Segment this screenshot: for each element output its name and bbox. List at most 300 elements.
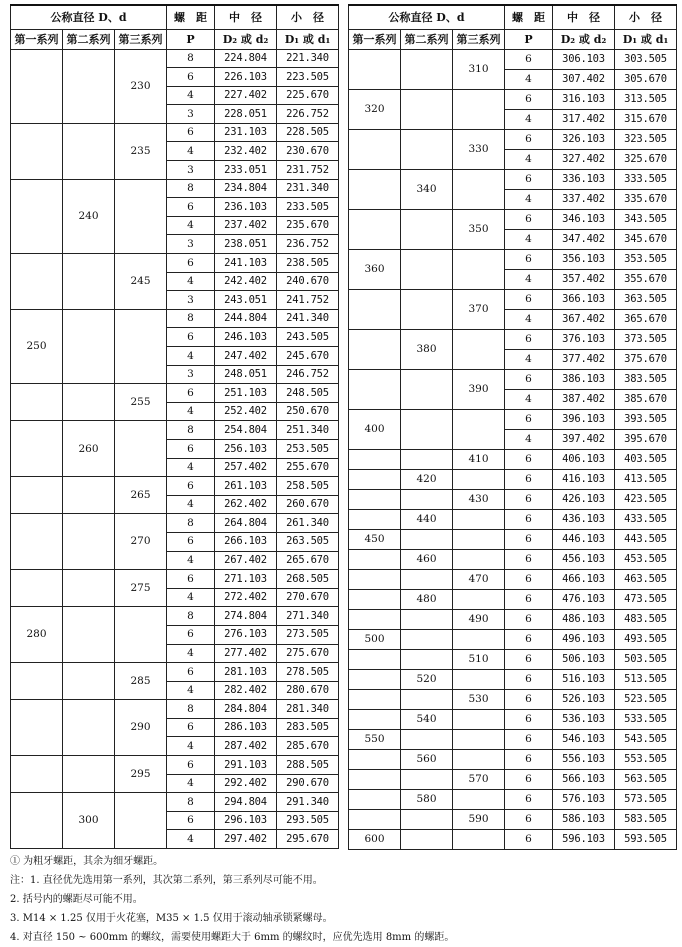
series3-empty xyxy=(453,509,505,529)
mid-diameter-value: 237.402 xyxy=(215,216,277,235)
table-row xyxy=(11,421,339,440)
mid-diameter-value: 566.103 xyxy=(553,769,615,789)
pitch-value: 6 xyxy=(505,809,553,829)
series3-empty xyxy=(115,793,167,849)
minor-diameter-value: 343.505 xyxy=(615,209,677,229)
series2-empty xyxy=(401,649,453,669)
series3-empty xyxy=(453,469,505,489)
series1-empty xyxy=(349,329,401,369)
series2-empty xyxy=(401,689,453,709)
mid-diameter-value: 516.103 xyxy=(553,669,615,689)
minor-diameter-value: 443.505 xyxy=(615,529,677,549)
pitch-header: 螺 距 xyxy=(167,5,215,29)
table-row xyxy=(349,789,677,809)
minor-diameter-value: 433.505 xyxy=(615,509,677,529)
series1-empty xyxy=(11,663,63,700)
minor-diameter-value: 313.505 xyxy=(615,89,677,109)
pitch-value: 6 xyxy=(505,369,553,389)
minor-diameter-value: 251.340 xyxy=(277,421,339,440)
pitch-value: 6 xyxy=(505,209,553,229)
pitch-value: 6 xyxy=(505,789,553,809)
pitch-value: 6 xyxy=(167,663,215,682)
minor-diameter-value: 323.505 xyxy=(615,129,677,149)
table-row xyxy=(11,700,339,719)
pitch-value: 6 xyxy=(505,449,553,469)
minor-diameter-value: 248.505 xyxy=(277,384,339,403)
mid-diameter-value: 486.103 xyxy=(553,609,615,629)
mid-diameter-value: 336.103 xyxy=(553,169,615,189)
series2-diameter: 460 xyxy=(401,549,453,569)
series1-empty xyxy=(11,179,63,253)
minor-diameter-value: 383.505 xyxy=(615,369,677,389)
mid-diameter-value: 243.051 xyxy=(215,291,277,310)
minor-diameter-value: 281.340 xyxy=(277,700,339,719)
mid-diameter-value: 291.103 xyxy=(215,756,277,775)
mid-diameter-value: 446.103 xyxy=(553,529,615,549)
series2-empty xyxy=(63,254,115,310)
series2-header: 第二系列 xyxy=(63,29,115,49)
minor-diameter-value: 235.670 xyxy=(277,216,339,235)
table-row xyxy=(349,629,677,649)
series1-empty xyxy=(349,209,401,249)
series2-empty xyxy=(401,369,453,409)
table-row xyxy=(349,689,677,709)
mid-diameter-value: 292.402 xyxy=(215,774,277,793)
table-row xyxy=(11,254,339,273)
pitch-value: 3 xyxy=(167,291,215,310)
minor-diameter-value: 533.505 xyxy=(615,709,677,729)
series2-empty xyxy=(401,569,453,589)
series3-diameter: 275 xyxy=(115,570,167,607)
series3-diameter: 570 xyxy=(453,769,505,789)
footnote-1: ① 为粗牙螺距，其余为细牙螺距。 xyxy=(10,856,164,867)
mid-diameter-value: 326.103 xyxy=(553,129,615,149)
mid-diameter-value: 277.402 xyxy=(215,644,277,663)
minor-diameter-value: 253.505 xyxy=(277,439,339,458)
minor-diameter-value: 261.340 xyxy=(277,514,339,533)
table-row xyxy=(349,549,677,569)
pitch-value: 6 xyxy=(505,329,553,349)
mid-diameter-value: 236.103 xyxy=(215,198,277,217)
series1-empty xyxy=(349,489,401,509)
minor-diameter-value: 280.670 xyxy=(277,681,339,700)
mid-diameter-value: 406.103 xyxy=(553,449,615,469)
series2-empty xyxy=(63,607,115,663)
series2-diameter: 300 xyxy=(63,793,115,849)
mid-diameter-value: 233.051 xyxy=(215,161,277,180)
series1-empty xyxy=(349,549,401,569)
series1-empty xyxy=(349,369,401,409)
minor-diameter-value: 270.670 xyxy=(277,588,339,607)
minor-diameter-value: 473.505 xyxy=(615,589,677,609)
series3-empty xyxy=(453,669,505,689)
series2-empty xyxy=(401,809,453,829)
table-row xyxy=(349,829,677,849)
pitch-value: 4 xyxy=(167,644,215,663)
table-row xyxy=(349,669,677,689)
series2-empty xyxy=(63,384,115,421)
series3-empty xyxy=(115,179,167,253)
table-row xyxy=(349,49,677,69)
mid-diameter-value: 476.103 xyxy=(553,589,615,609)
pitch-value: 3 xyxy=(167,365,215,384)
series2-diameter: 340 xyxy=(401,169,453,209)
minor-diameter-value: 265.670 xyxy=(277,551,339,570)
pitch-value: 8 xyxy=(167,49,215,68)
pitch-value: 6 xyxy=(167,532,215,551)
minor-diameter-value: 523.505 xyxy=(615,689,677,709)
pitch-value: 6 xyxy=(505,409,553,429)
mid-diameter-value: 506.103 xyxy=(553,649,615,669)
mid-diameter-value: 244.804 xyxy=(215,309,277,328)
minor-diameter-value: 513.505 xyxy=(615,669,677,689)
mid-diameter-value: 456.103 xyxy=(553,549,615,569)
series3-diameter: 270 xyxy=(115,514,167,570)
series1-diameter: 450 xyxy=(349,529,401,549)
pitch-value: 6 xyxy=(505,769,553,789)
pitch-value: 8 xyxy=(167,421,215,440)
table-row xyxy=(349,609,677,629)
minor-diameter-value: 231.752 xyxy=(277,161,339,180)
mid-diameter-value: 234.804 xyxy=(215,179,277,198)
series1-empty xyxy=(349,169,401,209)
table-row xyxy=(349,729,677,749)
mid-diameter-value: 251.103 xyxy=(215,384,277,403)
series2-diameter: 380 xyxy=(401,329,453,369)
minor-diameter-value: 288.505 xyxy=(277,756,339,775)
mid-diameter-value: 238.051 xyxy=(215,235,277,254)
table-row xyxy=(349,709,677,729)
series3-empty xyxy=(453,249,505,289)
series2-diameter: 540 xyxy=(401,709,453,729)
table-row xyxy=(349,449,677,469)
series1-empty xyxy=(349,609,401,629)
mid-diameter-value: 377.402 xyxy=(553,349,615,369)
series1-empty xyxy=(349,569,401,589)
pitch-value: 6 xyxy=(505,469,553,489)
pitch-value: 6 xyxy=(167,625,215,644)
table-row xyxy=(349,169,677,189)
pitch-value: 4 xyxy=(167,737,215,756)
mid-diameter-value: 261.103 xyxy=(215,477,277,496)
series3-empty xyxy=(453,329,505,369)
table-row xyxy=(349,289,677,309)
minor-diameter-value: 268.505 xyxy=(277,570,339,589)
table-row xyxy=(349,809,677,829)
pitch-value: 6 xyxy=(505,289,553,309)
minor-diameter-value: 226.752 xyxy=(277,105,339,124)
series1-empty xyxy=(11,123,63,179)
table-row xyxy=(11,384,339,403)
mid-diameter-value: 286.103 xyxy=(215,718,277,737)
pitch-value: 6 xyxy=(505,829,553,849)
table-row xyxy=(11,756,339,775)
mid-diameter-value: 327.402 xyxy=(553,149,615,169)
pitch-value: 4 xyxy=(167,495,215,514)
minor-diameter-value: 305.670 xyxy=(615,69,677,89)
series2-empty xyxy=(401,729,453,749)
mid-diameter-value: 287.402 xyxy=(215,737,277,756)
table-row xyxy=(349,569,677,589)
table-row xyxy=(349,329,677,349)
mid-diameter-value: 281.103 xyxy=(215,663,277,682)
mid-diameter-symbol: D₂ 或 d₂ xyxy=(215,29,277,49)
minor-diameter-value: 246.752 xyxy=(277,365,339,384)
minor-diameter-value: 291.340 xyxy=(277,793,339,812)
series1-diameter: 500 xyxy=(349,629,401,649)
pitch-value: 4 xyxy=(167,347,215,366)
pitch-value: 6 xyxy=(167,756,215,775)
pitch-value: 6 xyxy=(505,669,553,689)
pitch-value: 6 xyxy=(167,384,215,403)
series3-empty xyxy=(453,529,505,549)
series1-empty xyxy=(349,769,401,789)
series2-empty xyxy=(401,89,453,129)
minor-diameter-value: 373.505 xyxy=(615,329,677,349)
table-row xyxy=(11,123,339,142)
pitch-value: 6 xyxy=(505,169,553,189)
mid-diameter-value: 264.804 xyxy=(215,514,277,533)
mid-diameter-value: 257.402 xyxy=(215,458,277,477)
series1-empty xyxy=(11,384,63,421)
series2-empty xyxy=(401,609,453,629)
minor-diameter-value: 233.505 xyxy=(277,198,339,217)
minor-diameter-value: 243.505 xyxy=(277,328,339,347)
mid-diameter-value: 241.103 xyxy=(215,254,277,273)
minor-diameter-value: 240.670 xyxy=(277,272,339,291)
mid-diameter-value: 306.103 xyxy=(553,49,615,69)
series2-diameter: 520 xyxy=(401,669,453,689)
series1-diameter: 280 xyxy=(11,607,63,663)
pitch-value: 4 xyxy=(167,402,215,421)
minor-diameter-value: 355.670 xyxy=(615,269,677,289)
thread-table-right xyxy=(348,4,677,850)
series2-empty xyxy=(401,129,453,169)
pitch-value: 4 xyxy=(505,389,553,409)
series3-empty xyxy=(453,409,505,449)
table-row xyxy=(349,769,677,789)
series3-empty xyxy=(453,829,505,849)
series2-empty xyxy=(401,409,453,449)
minor-diameter-value: 385.670 xyxy=(615,389,677,409)
pitch-value: 4 xyxy=(167,681,215,700)
series3-empty xyxy=(453,789,505,809)
pitch-value: 6 xyxy=(505,609,553,629)
series1-diameter: 360 xyxy=(349,249,401,289)
table-row xyxy=(11,179,339,198)
series1-empty xyxy=(349,789,401,809)
minor-diameter-value: 403.505 xyxy=(615,449,677,469)
minor-diameter-value: 375.670 xyxy=(615,349,677,369)
series3-diameter: 255 xyxy=(115,384,167,421)
table-row xyxy=(349,529,677,549)
pitch-value: 6 xyxy=(167,477,215,496)
mid-diameter-value: 276.103 xyxy=(215,625,277,644)
series2-empty xyxy=(401,629,453,649)
pitch-value: 6 xyxy=(167,439,215,458)
minor-diameter-value: 258.505 xyxy=(277,477,339,496)
table-row xyxy=(349,489,677,509)
mid-diameter-value: 231.103 xyxy=(215,123,277,142)
pitch-value: 6 xyxy=(505,49,553,69)
table-row xyxy=(349,589,677,609)
table-row xyxy=(349,129,677,149)
minor-diameter-value: 285.670 xyxy=(277,737,339,756)
minor-diameter-value: 463.505 xyxy=(615,569,677,589)
series1-empty xyxy=(349,809,401,829)
mid-diameter-value: 232.402 xyxy=(215,142,277,161)
table-row xyxy=(11,49,339,68)
mid-diameter-value: 436.103 xyxy=(553,509,615,529)
series2-empty xyxy=(63,49,115,123)
nominal-diameter-header: 公称直径 D、d xyxy=(349,5,505,29)
table-row xyxy=(349,209,677,229)
series2-diameter: 580 xyxy=(401,789,453,809)
minor-diameter-value: 241.752 xyxy=(277,291,339,310)
series1-empty xyxy=(349,689,401,709)
table-row xyxy=(11,514,339,533)
mid-diameter-value: 576.103 xyxy=(553,789,615,809)
mid-diameter-value: 536.103 xyxy=(553,709,615,729)
mid-diameter-value: 366.103 xyxy=(553,289,615,309)
series3-diameter: 285 xyxy=(115,663,167,700)
series3-diameter: 330 xyxy=(453,129,505,169)
minor-diameter-value: 293.505 xyxy=(277,811,339,830)
footnotes xyxy=(10,852,676,947)
series2-diameter: 240 xyxy=(63,179,115,253)
pitch-value: 6 xyxy=(167,718,215,737)
series1-empty xyxy=(349,129,401,169)
minor-diameter-value: 583.505 xyxy=(615,809,677,829)
mid-diameter-value: 246.103 xyxy=(215,328,277,347)
table-row xyxy=(349,749,677,769)
minor-diameter-value: 225.670 xyxy=(277,86,339,105)
series3-empty xyxy=(453,629,505,649)
minor-diameter-value: 278.505 xyxy=(277,663,339,682)
series3-diameter: 295 xyxy=(115,756,167,793)
pitch-value: 6 xyxy=(505,489,553,509)
series1-header: 第一系列 xyxy=(11,29,63,49)
minor-diameter-value: 273.505 xyxy=(277,625,339,644)
series1-empty xyxy=(11,477,63,514)
pitch-value: 6 xyxy=(167,68,215,87)
series1-empty xyxy=(349,709,401,729)
series3-diameter: 430 xyxy=(453,489,505,509)
minor-diameter-value: 245.670 xyxy=(277,347,339,366)
series2-empty xyxy=(401,209,453,249)
series1-empty xyxy=(11,570,63,607)
minor-diameter-symbol: D₁ 或 d₁ xyxy=(277,29,339,49)
footnote-3: 2. 括号内的螺距尽可能不用。 xyxy=(10,894,143,905)
pitch-value: 6 xyxy=(167,570,215,589)
pitch-value: 8 xyxy=(167,793,215,812)
pitch-value: 6 xyxy=(505,729,553,749)
pitch-value: 4 xyxy=(505,349,553,369)
table-row xyxy=(349,469,677,489)
series3-diameter: 370 xyxy=(453,289,505,329)
series3-empty xyxy=(453,549,505,569)
series2-empty xyxy=(63,570,115,607)
mid-diameter-value: 224.804 xyxy=(215,49,277,68)
series1-empty xyxy=(349,469,401,489)
series3-diameter: 510 xyxy=(453,649,505,669)
minor-diameter-value: 395.670 xyxy=(615,429,677,449)
mid-diameter-value: 227.402 xyxy=(215,86,277,105)
series3-empty xyxy=(453,709,505,729)
footnote-4: 3. M14 × 1.25 仅用于火花塞，M35 × 1.5 仅用于滚动轴承锁紧螺母。 xyxy=(10,913,333,924)
pitch-value: 6 xyxy=(505,89,553,109)
mid-diameter-value: 337.402 xyxy=(553,189,615,209)
table-row xyxy=(349,649,677,669)
series2-diameter: 560 xyxy=(401,749,453,769)
series3-diameter: 235 xyxy=(115,123,167,179)
pitch-value: 3 xyxy=(167,105,215,124)
series3-diameter: 390 xyxy=(453,369,505,409)
mid-diameter-value: 247.402 xyxy=(215,347,277,366)
mid-diameter-value: 267.402 xyxy=(215,551,277,570)
mid-diameter-value: 397.402 xyxy=(553,429,615,449)
minor-diameter-value: 453.505 xyxy=(615,549,677,569)
pitch-value: 6 xyxy=(167,254,215,273)
series3-diameter: 245 xyxy=(115,254,167,310)
series1-empty xyxy=(349,649,401,669)
mid-diameter-value: 416.103 xyxy=(553,469,615,489)
mid-diameter-value: 296.103 xyxy=(215,811,277,830)
mid-diameter-value: 346.103 xyxy=(553,209,615,229)
series2-empty xyxy=(401,449,453,469)
mid-diameter-value: 347.402 xyxy=(553,229,615,249)
mid-diameter-value: 274.804 xyxy=(215,607,277,626)
mid-diameter-value: 256.103 xyxy=(215,439,277,458)
series1-empty xyxy=(11,254,63,310)
mid-diameter-value: 356.103 xyxy=(553,249,615,269)
series2-diameter: 440 xyxy=(401,509,453,529)
pitch-value: 6 xyxy=(505,689,553,709)
minor-diameter-symbol: D₁ 或 d₁ xyxy=(615,29,677,49)
series2-empty xyxy=(401,289,453,329)
series3-empty xyxy=(115,421,167,477)
series2-empty xyxy=(401,489,453,509)
table-row xyxy=(349,249,677,269)
minor-diameter-value: 228.505 xyxy=(277,123,339,142)
series1-empty xyxy=(349,449,401,469)
pitch-value: 6 xyxy=(505,529,553,549)
mid-diameter-value: 297.402 xyxy=(215,830,277,849)
series1-empty xyxy=(349,749,401,769)
mid-diameter-value: 252.402 xyxy=(215,402,277,421)
mid-diameter-value: 254.804 xyxy=(215,421,277,440)
minor-diameter-value: 413.505 xyxy=(615,469,677,489)
mid-diameter-value: 526.103 xyxy=(553,689,615,709)
mid-diameter-value: 248.051 xyxy=(215,365,277,384)
minor-diameter-value: 238.505 xyxy=(277,254,339,273)
minor-diameter-value: 353.505 xyxy=(615,249,677,269)
mid-diameter-value: 596.103 xyxy=(553,829,615,849)
pitch-value: 6 xyxy=(505,129,553,149)
mid-diameter-value: 367.402 xyxy=(553,309,615,329)
series2-empty xyxy=(63,663,115,700)
pitch-value: 6 xyxy=(505,749,553,769)
mid-diameter-value: 294.804 xyxy=(215,793,277,812)
minor-diameter-value: 483.505 xyxy=(615,609,677,629)
pitch-value: 4 xyxy=(505,69,553,89)
series1-empty xyxy=(349,589,401,609)
series3-diameter: 310 xyxy=(453,49,505,89)
pitch-value: 6 xyxy=(505,569,553,589)
pitch-value: 6 xyxy=(167,328,215,347)
minor-diameter-value: 493.505 xyxy=(615,629,677,649)
minor-diameter-value: 290.670 xyxy=(277,774,339,793)
